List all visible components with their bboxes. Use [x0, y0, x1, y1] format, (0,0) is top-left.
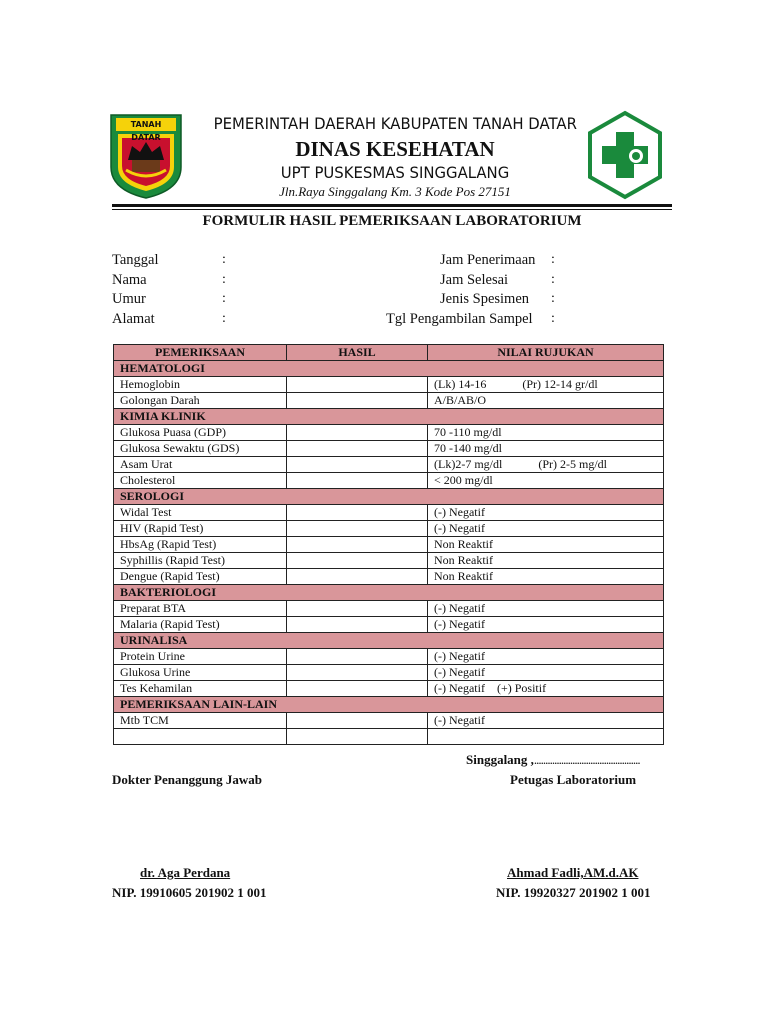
result-cell[interactable]: [287, 665, 428, 681]
health-cross-icon: [586, 110, 664, 200]
signature-place: [466, 752, 640, 768]
label-alamat: Alamat: [112, 311, 155, 327]
lab-results-table: [113, 344, 664, 745]
test-name: [114, 729, 287, 745]
table-row: [114, 553, 664, 569]
colon: :: [551, 291, 555, 306]
header-nilai-rujukan: NILAI RUJUKAN: [428, 345, 664, 361]
result-cell[interactable]: [287, 377, 428, 393]
reference-a: (-) Negatif: [434, 649, 485, 663]
table-row: [114, 521, 664, 537]
table-row: [114, 505, 664, 521]
reference-b: (Pr) 2-5 mg/dl: [538, 457, 607, 471]
table-row: [114, 457, 664, 473]
address-line: Jln.Raya Singgalang Km. 3 Kode Pos 27151: [279, 184, 511, 199]
role-dokter: Dokter Penanggung Jawab: [112, 772, 263, 787]
unit-name: UPT PUSKESMAS SINGGALANG: [280, 163, 510, 182]
table-row: [114, 681, 664, 697]
reference-b: (Pr) 12-14 gr/dl: [522, 377, 598, 391]
label-tgl-pengambilan: Tgl Pengambilan Sampel: [386, 311, 533, 327]
test-name: Glukosa Sewaktu (GDS): [114, 441, 287, 457]
test-name: Syphillis (Rapid Test): [114, 553, 287, 569]
reference-value: [428, 729, 664, 745]
section-title: URINALISA: [114, 633, 664, 649]
government-name: PEMERINTAH DAERAH KABUPATEN TANAH DATAR: [213, 114, 577, 133]
reference-a: (-) Negatif: [434, 681, 485, 695]
table-row: [114, 425, 664, 441]
result-cell[interactable]: [287, 537, 428, 553]
result-cell[interactable]: [287, 473, 428, 489]
result-cell[interactable]: [287, 393, 428, 409]
section-row: [114, 489, 664, 505]
reference-value: [428, 537, 664, 553]
colon: :: [222, 311, 226, 326]
result-cell[interactable]: [287, 457, 428, 473]
test-name: Widal Test: [114, 505, 287, 521]
section-title: PEMERIKSAAN LAIN-LAIN: [114, 697, 664, 713]
reference-value: [428, 473, 664, 489]
section-row: [114, 361, 664, 377]
officer-name: Ahmad Fadli,AM.d.AK: [507, 865, 639, 880]
colon: :: [222, 291, 226, 306]
reference-a: (Lk)2-7 mg/dl: [434, 457, 503, 471]
test-name: Protein Urine: [114, 649, 287, 665]
section-row: [114, 409, 664, 425]
result-cell[interactable]: [287, 617, 428, 633]
officer-nip: NIP. 19920327 201902 1 001: [496, 885, 651, 900]
logo-banner-text: TANAH DATAR: [130, 120, 162, 142]
reference-value: [428, 617, 664, 633]
reference-value: [428, 665, 664, 681]
section-title: KIMIA KLINIK: [114, 409, 664, 425]
label-jam-selesai: Jam Selesai: [440, 272, 509, 288]
section-title: SEROLOGI: [114, 489, 664, 505]
department-name: DINAS KESEHATAN: [295, 137, 495, 161]
colon: :: [551, 252, 555, 267]
reference-a: (-) Negatif: [434, 665, 485, 679]
result-cell[interactable]: [287, 649, 428, 665]
reference-a: Non Reaktif: [434, 537, 493, 551]
reference-value: [428, 601, 664, 617]
header-rule-thick: [112, 204, 672, 207]
reference-a: Non Reaktif: [434, 553, 493, 567]
test-name: Hemoglobin: [114, 377, 287, 393]
section-row: [114, 697, 664, 713]
reference-value: [428, 505, 664, 521]
header-rule-thin: [112, 209, 672, 210]
reference-value: [428, 649, 664, 665]
table-row: [114, 569, 664, 585]
result-cell[interactable]: [287, 521, 428, 537]
label-umur: Umur: [112, 291, 146, 307]
label-tanggal: Tanggal: [112, 252, 159, 268]
result-cell[interactable]: [287, 681, 428, 697]
result-cell[interactable]: [287, 713, 428, 729]
colon: :: [222, 252, 226, 267]
reference-a: 70 -140 mg/dl: [434, 441, 502, 455]
table-row: [114, 537, 664, 553]
result-cell[interactable]: [287, 569, 428, 585]
result-cell[interactable]: [287, 425, 428, 441]
table-row: [114, 393, 664, 409]
table-row: [114, 601, 664, 617]
section-row: [114, 585, 664, 601]
test-name: Golongan Darah: [114, 393, 287, 409]
date-blank: ...............................................: [533, 752, 640, 767]
test-name: Tes Kehamilan: [114, 681, 287, 697]
label-jam-penerimaan: Jam Penerimaan: [440, 252, 536, 268]
test-name: HbsAg (Rapid Test): [114, 537, 287, 553]
table-header-row: [114, 345, 664, 361]
reference-value: [428, 681, 664, 697]
puskesmas-logo: [586, 110, 664, 200]
reference-a: < 200 mg/dl: [434, 473, 493, 487]
table-row: [114, 729, 664, 745]
test-name: Mtb TCM: [114, 713, 287, 729]
result-cell[interactable]: [287, 505, 428, 521]
reference-a: A/B/AB/O: [434, 393, 487, 407]
reference-a: (Lk) 14-16: [434, 377, 487, 391]
reference-value: [428, 393, 664, 409]
doctor-name: dr. Aga Perdana: [140, 865, 231, 880]
test-name: Glukosa Puasa (GDP): [114, 425, 287, 441]
reference-value: [428, 569, 664, 585]
colon: :: [222, 272, 226, 287]
reference-value: [428, 441, 664, 457]
table-row: [114, 649, 664, 665]
reference-value: [428, 377, 664, 393]
test-name: Asam Urat: [114, 457, 287, 473]
reference-a: (-) Negatif: [434, 521, 485, 535]
section-row: [114, 633, 664, 649]
role-petugas: Petugas Laboratorium: [510, 772, 637, 787]
place-text: Singgalang ,: [466, 752, 534, 767]
test-name: Dengue (Rapid Test): [114, 569, 287, 585]
reference-value: [428, 553, 664, 569]
test-name: Glukosa Urine: [114, 665, 287, 681]
reference-value: [428, 425, 664, 441]
table-row: [114, 617, 664, 633]
table-row: [114, 665, 664, 681]
section-title: HEMATOLOGI: [114, 361, 664, 377]
reference-b: (+) Positif: [496, 681, 547, 695]
result-cell[interactable]: [287, 601, 428, 617]
reference-a: (-) Negatif: [434, 601, 485, 615]
reference-value: [428, 521, 664, 537]
reference-a: (-) Negatif: [434, 713, 485, 727]
test-name: Cholesterol: [114, 473, 287, 489]
form-title: FORMULIR HASIL PEMERIKSAAN LABORATORIUM: [202, 213, 582, 229]
table-row: [114, 473, 664, 489]
test-name: Malaria (Rapid Test): [114, 617, 287, 633]
reference-value: [428, 713, 664, 729]
result-cell[interactable]: [287, 441, 428, 457]
doctor-nip: NIP. 19910605 201902 1 001: [112, 885, 267, 900]
test-name: HIV (Rapid Test): [114, 521, 287, 537]
label-nama: Nama: [112, 272, 147, 288]
header-pemeriksaan: PEMERIKSAAN: [114, 345, 287, 361]
header-hasil: HASIL: [287, 345, 428, 361]
tanah-datar-logo: [108, 112, 184, 200]
table-row: [114, 377, 664, 393]
table-row: [114, 441, 664, 457]
reference-a: 70 -110 mg/dl: [434, 425, 502, 439]
reference-a: (-) Negatif: [434, 505, 485, 519]
colon: :: [551, 311, 555, 326]
label-jenis-spesimen: Jenis Spesimen: [440, 291, 530, 307]
reference-a: (-) Negatif: [434, 617, 485, 631]
table-row: [114, 713, 664, 729]
result-cell[interactable]: [287, 729, 428, 745]
colon: :: [551, 272, 555, 287]
section-title: BAKTERIOLOGI: [114, 585, 664, 601]
reference-a: Non Reaktif: [434, 569, 493, 583]
result-cell[interactable]: [287, 553, 428, 569]
reference-value: [428, 457, 664, 473]
test-name: Preparat BTA: [114, 601, 287, 617]
